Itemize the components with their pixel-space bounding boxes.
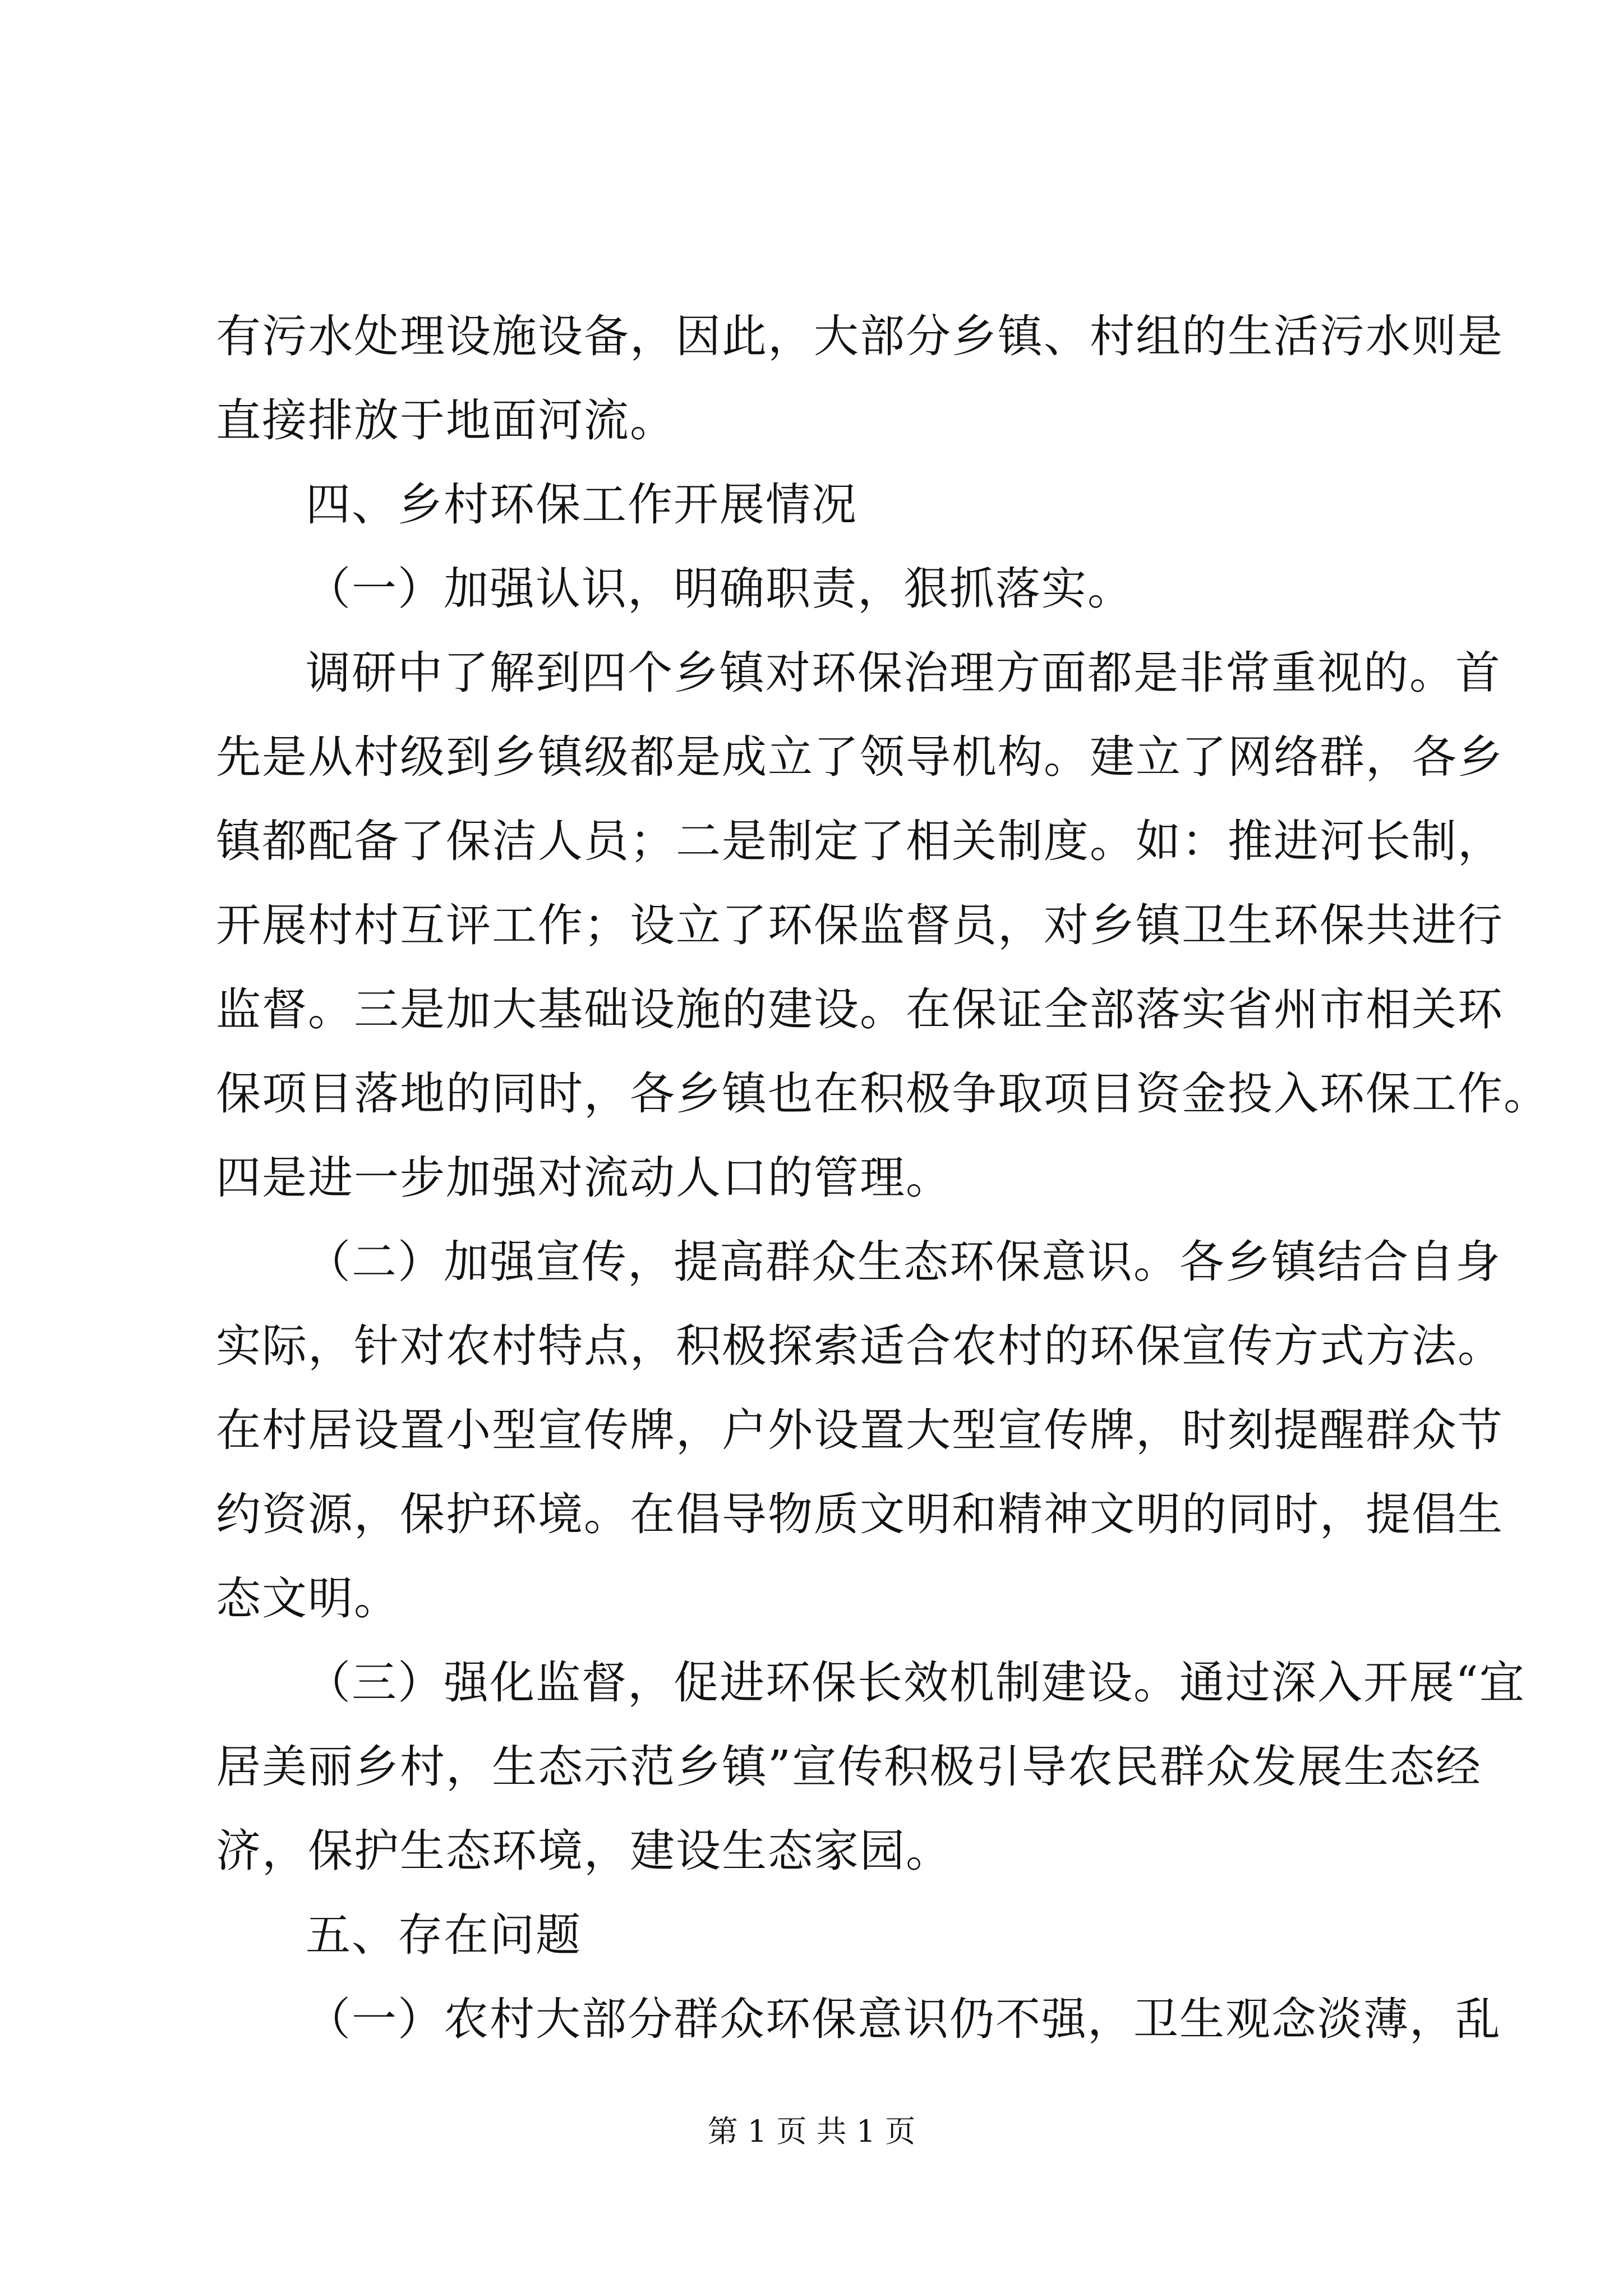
text-line-1: 有污水处理设施设备，因此，大部分乡镇、村组的生活污水则是	[216, 310, 1504, 362]
text-line-6: 先是从村级到乡镇级都是成立了领导机构。建立了网络群，各乡	[216, 731, 1504, 783]
subsection-heading-4-3: （三）强化监督，促进环保长效机制建设。通过深入开展“宜	[306, 1657, 1525, 1709]
text-line-14: 在村居设置小型宣传牌，户外设置大型宣传牌，时刻提醒群众节	[216, 1404, 1504, 1456]
text-line-8: 开展村村互评工作；设立了环保监督员，对乡镇卫生环保共进行	[216, 899, 1504, 951]
subsection-heading-5-1: （一）农村大部分群众环保意识仍不强，卫生观念淡薄，乱	[306, 1993, 1501, 2045]
text-line-18: 居美丽乡村，生态示范乡镇”宣传积极引导农民群众发展生态经	[216, 1741, 1482, 1793]
section-heading-4: 四、乡村环保工作开展情况	[306, 478, 857, 531]
text-line-2: 直接排放于地面河流。	[216, 394, 676, 447]
text-line-16: 态文明。	[216, 1572, 400, 1625]
text-line-10: 保项目落地的同时，各乡镇也在积极争取项目资金投入环保工作。	[216, 1068, 1550, 1120]
text-line-13: 实际，针对农村特点，积极探索适合农村的环保宣传方式方法。	[216, 1320, 1504, 1372]
text-line-9: 监督。三是加大基础设施的建设。在保证全部落实省州市相关环	[216, 983, 1504, 1036]
subsection-heading-4-1: （一）加强认识，明确职责，狠抓落实。	[306, 563, 1133, 615]
text-line-5: 调研中了解到四个乡镇对环保治理方面都是非常重视的。首	[306, 647, 1501, 699]
subsection-heading-4-2: （二）加强宣传，提高群众生态环保意识。各乡镇结合自身	[306, 1236, 1501, 1288]
text-line-19: 济，保护生态环境，建设生态家园。	[216, 1825, 952, 1877]
text-line-11: 四是进一步加强对流动人口的管理。	[216, 1152, 952, 1204]
section-heading-5: 五、存在问题	[306, 1909, 582, 1961]
text-line-7: 镇都配备了保洁人员；二是制定了相关制度。如：推进河长制，	[216, 815, 1504, 867]
text-line-15: 约资源，保护环境。在倡导物质文明和精神文明的同时，提倡生	[216, 1488, 1504, 1540]
page-footer: 第 1 页 共 1 页	[707, 2114, 916, 2149]
